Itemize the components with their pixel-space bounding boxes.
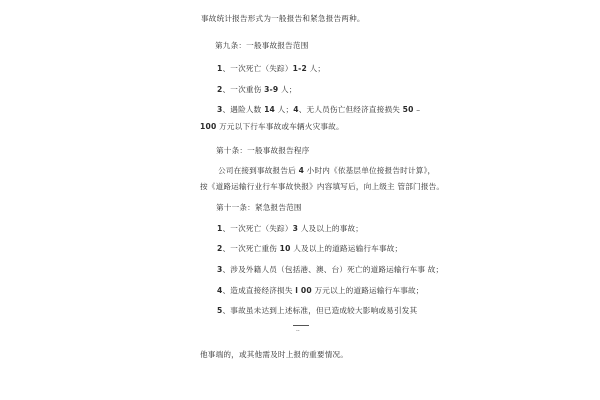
- text-segment: 、一次死亡（失踪）: [222, 224, 293, 233]
- text-segment: 、一次死亡重伤: [222, 244, 280, 253]
- text-segment: 、事故虽未达到上述标准，但已造成较大影响或易引发其: [222, 306, 418, 315]
- text-segment: 、一次重伤: [222, 85, 265, 94]
- text-segment: 1: [217, 224, 223, 233]
- text-segment: –: [413, 105, 421, 114]
- list-item: [217, 286, 424, 296]
- text-segment: 、造成直接经济损失: [222, 286, 296, 295]
- text-segment: 、无人员伤亡但经济直接损失: [298, 105, 403, 114]
- list-item: [217, 265, 443, 275]
- page-divider: [293, 325, 309, 326]
- list-item-continuation: [200, 350, 348, 360]
- text-segment: 人；: [306, 64, 326, 73]
- text-segment: 3: [292, 224, 299, 233]
- text-segment: 、一次死亡（失踪）: [222, 64, 293, 73]
- list-item: [217, 224, 363, 234]
- text-segment: 万元以下行车事故或车辆火灾事故。: [216, 122, 344, 131]
- text-segment: 第十条：一般事故报告程序: [216, 146, 310, 155]
- text-segment: 人及以上的道路运输行车事故；: [290, 244, 403, 253]
- line-intro: [201, 14, 365, 24]
- text-segment: 3: [217, 105, 223, 114]
- list-item: [217, 64, 325, 74]
- list-item: [217, 244, 402, 254]
- list-item: [217, 85, 297, 95]
- text-segment: 他事端的，或其他需及时上报的重要情况。: [200, 350, 349, 359]
- list-item: [217, 105, 420, 115]
- text-segment: 100: [200, 122, 217, 131]
- text-segment: 5: [217, 306, 223, 315]
- text-segment: 、涉及外籍人员（包括港、澳、台）死亡的道路运输行车事 故；: [222, 265, 444, 274]
- text-segment: 1-2: [292, 64, 307, 73]
- text-segment: 小时内《依基层单位接报告时计算》，: [304, 166, 436, 175]
- list-item-continuation: [200, 122, 344, 132]
- paragraph-line: [218, 166, 435, 176]
- text-segment: 3: [217, 265, 223, 274]
- text-segment: 、遇险人数: [222, 105, 265, 114]
- text-segment: 10: [279, 244, 291, 253]
- text-segment: 第九条：一般事故报告范围: [215, 41, 309, 50]
- text-segment: l 00: [295, 286, 312, 295]
- heading-article-11: [216, 203, 302, 213]
- text-segment: 人；: [275, 105, 294, 114]
- page-number: --: [296, 328, 300, 334]
- text-segment: 50: [402, 105, 414, 114]
- text-segment: 2: [217, 244, 223, 253]
- text-segment: 4: [298, 166, 305, 175]
- list-item: [217, 306, 417, 316]
- text-segment: 1: [217, 64, 223, 73]
- text-segment: 14: [264, 105, 276, 114]
- text-segment: 第十一条：紧急报告范围: [216, 203, 302, 212]
- heading-article-9: [215, 41, 309, 51]
- text-segment: 4: [217, 286, 223, 295]
- text-segment: 2: [217, 85, 223, 94]
- text-segment: 事故统计报告形式为一般报告和紧急报告两种。: [201, 14, 365, 23]
- text-segment: 按《道路运输行业行车事故快报》内容填写后，向上级主 管部门报告。: [200, 182, 445, 191]
- text-segment: 人；: [278, 85, 297, 94]
- text-segment: 3-9: [264, 85, 279, 94]
- text-segment: 公司在接到事故报告后: [218, 166, 299, 175]
- heading-article-10: [216, 146, 310, 156]
- text-segment: 人及以上的事故；: [298, 224, 364, 233]
- text-segment: 4: [293, 105, 299, 114]
- paragraph-line: [200, 182, 444, 192]
- text-segment: 万元以上的道路运输行车事故；: [311, 286, 424, 295]
